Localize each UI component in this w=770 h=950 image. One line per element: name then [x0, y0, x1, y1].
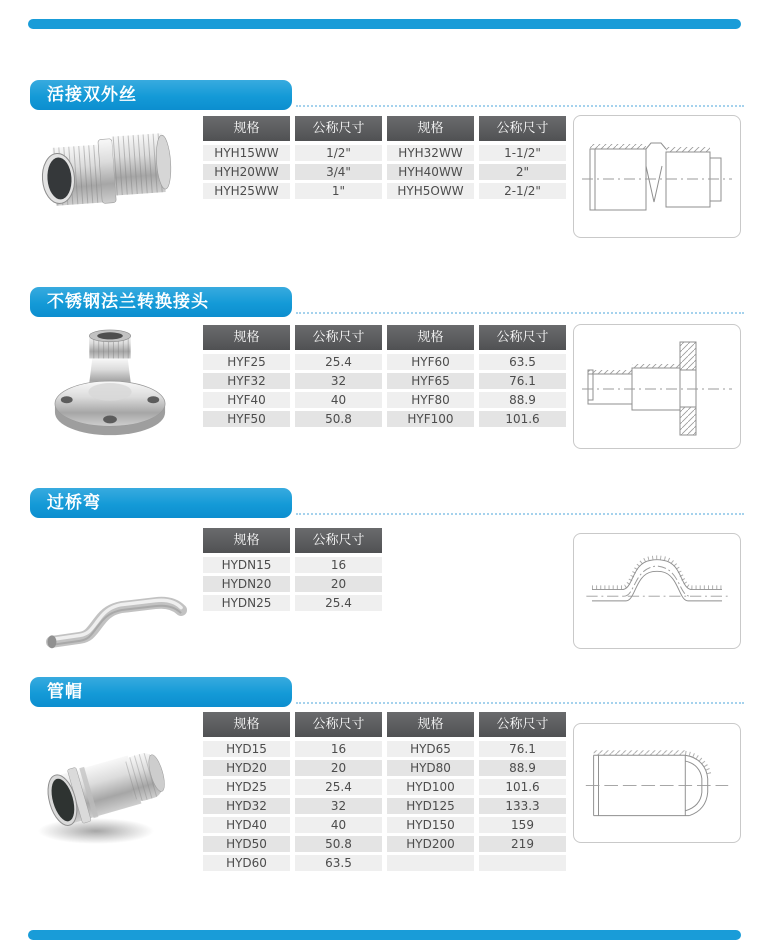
- bridge-bend-drawing: [574, 534, 740, 648]
- size-cell: [479, 855, 566, 871]
- size-cell: 50.8: [295, 411, 382, 427]
- size-cell: 159: [479, 817, 566, 833]
- table-pair: [203, 325, 387, 430]
- column-header-size: 公称尺寸: [295, 528, 382, 553]
- spec-cell: HYH15WW: [203, 145, 290, 161]
- section-title-banner: [30, 488, 292, 518]
- size-cell: 63.5: [479, 354, 566, 370]
- size-cell: 88.9: [479, 392, 566, 408]
- table-pair: [387, 712, 571, 874]
- section-flange-adapter: [0, 287, 770, 488]
- size-cell: 25.4: [295, 354, 382, 370]
- spec-cell: HYF50: [203, 411, 290, 427]
- dotted-divider: [296, 312, 744, 314]
- spec-cell: HYH40WW: [387, 164, 474, 180]
- column-header-size: 公称尺寸: [295, 712, 382, 737]
- size-cell: 50.8: [295, 836, 382, 852]
- section-title-banner: [30, 80, 292, 110]
- table-column-spec: [387, 712, 474, 874]
- size-cell: 16: [295, 741, 382, 757]
- spec-cell: HYF65: [387, 373, 474, 389]
- spec-tables: [203, 116, 571, 202]
- union-coupling-drawing: [574, 116, 740, 237]
- spec-cell: HYH20WW: [203, 164, 290, 180]
- bridge-bend-photo: [44, 584, 189, 656]
- section-title-banner: [30, 287, 292, 317]
- table-pair: [203, 116, 387, 202]
- size-cell: 133.3: [479, 798, 566, 814]
- size-cell: 1-1/2": [479, 145, 566, 161]
- table-pair: [387, 325, 571, 430]
- technical-drawing-panel: [573, 533, 741, 649]
- size-cell: 20: [295, 760, 382, 776]
- spec-cell: HYF25: [203, 354, 290, 370]
- size-cell: 16: [295, 557, 382, 573]
- spec-cell: HYD150: [387, 817, 474, 833]
- size-cell: 2-1/2": [479, 183, 566, 199]
- table-column-spec: [203, 712, 290, 874]
- table-column-size: [295, 712, 382, 874]
- spec-tables: [203, 528, 387, 614]
- section-title: 活接双外丝: [47, 85, 137, 105]
- section-title: 过桥弯: [47, 493, 101, 513]
- technical-drawing-panel: [573, 324, 741, 449]
- spec-cell: HYDN15: [203, 557, 290, 573]
- column-header-size: 公称尺寸: [479, 712, 566, 737]
- table-column-size: [479, 712, 566, 874]
- section-title-banner: [30, 677, 292, 707]
- spec-cell: HYH32WW: [387, 145, 474, 161]
- size-cell: 1/2": [295, 145, 382, 161]
- size-cell: 20: [295, 576, 382, 592]
- column-header-spec: 规格: [387, 712, 474, 737]
- dotted-divider: [296, 105, 744, 107]
- table-column-spec: [387, 116, 474, 202]
- spec-cell: HYD65: [387, 741, 474, 757]
- column-header-size: 公称尺寸: [479, 325, 566, 350]
- bottom-accent-bar: [28, 930, 741, 940]
- spec-cell: HYF100: [387, 411, 474, 427]
- table-pair: [203, 528, 387, 614]
- size-cell: 32: [295, 373, 382, 389]
- spec-cell: HYD40: [203, 817, 290, 833]
- table-column-spec: [203, 116, 290, 202]
- column-header-spec: 规格: [203, 325, 290, 350]
- column-header-size: 公称尺寸: [295, 325, 382, 350]
- spec-cell: HYD60: [203, 855, 290, 871]
- column-header-spec: 规格: [387, 116, 474, 141]
- size-cell: 88.9: [479, 760, 566, 776]
- flange-adapter-drawing: [574, 325, 740, 448]
- spec-cell: HYD100: [387, 779, 474, 795]
- spec-cell: HYD15: [203, 741, 290, 757]
- spec-cell: [387, 855, 474, 871]
- section-bridge-bend: [0, 488, 770, 677]
- size-cell: 76.1: [479, 373, 566, 389]
- spec-cell: HYD20: [203, 760, 290, 776]
- spec-cell: HYD50: [203, 836, 290, 852]
- column-header-spec: 规格: [387, 325, 474, 350]
- table-column-spec: [387, 325, 474, 430]
- table-column-size: [295, 528, 382, 614]
- spec-cell: HYDN25: [203, 595, 290, 611]
- section-title: 不锈钢法兰转换接头: [47, 292, 209, 312]
- technical-drawing-panel: [573, 723, 741, 843]
- spec-cell: HYF60: [387, 354, 474, 370]
- column-header-spec: 规格: [203, 116, 290, 141]
- spec-cell: HYH5OWW: [387, 183, 474, 199]
- spec-cell: HYDN20: [203, 576, 290, 592]
- table-pair: [387, 116, 571, 202]
- size-cell: 2": [479, 164, 566, 180]
- table-pair: [203, 712, 387, 874]
- size-cell: 101.6: [479, 779, 566, 795]
- spec-cell: HYF32: [203, 373, 290, 389]
- size-cell: 32: [295, 798, 382, 814]
- size-cell: 40: [295, 392, 382, 408]
- spec-cell: HYD32: [203, 798, 290, 814]
- size-cell: 25.4: [295, 595, 382, 611]
- size-cell: 3/4": [295, 164, 382, 180]
- spec-cell: HYD25: [203, 779, 290, 795]
- table-column-size: [479, 325, 566, 430]
- section-title: 管帽: [47, 682, 83, 702]
- spec-cell: HYD200: [387, 836, 474, 852]
- spec-cell: HYF80: [387, 392, 474, 408]
- spec-cell: HYD80: [387, 760, 474, 776]
- section-union-double-male-thread: [0, 80, 770, 287]
- technical-drawing-panel: [573, 115, 741, 238]
- pipe-cap-photo: [30, 729, 190, 851]
- spec-cell: HYH25WW: [203, 183, 290, 199]
- size-cell: 63.5: [295, 855, 382, 871]
- spec-tables: [203, 712, 571, 874]
- column-header-spec: 规格: [203, 528, 290, 553]
- size-cell: 76.1: [479, 741, 566, 757]
- table-column-size: [295, 116, 382, 202]
- spec-cell: HYD125: [387, 798, 474, 814]
- threaded-nipple-photo: [28, 114, 190, 216]
- table-column-size: [479, 116, 566, 202]
- column-header-size: 公称尺寸: [295, 116, 382, 141]
- column-header-size: 公称尺寸: [479, 116, 566, 141]
- column-header-spec: 规格: [203, 712, 290, 737]
- size-cell: 101.6: [479, 411, 566, 427]
- size-cell: 40: [295, 817, 382, 833]
- table-column-spec: [203, 325, 290, 430]
- top-accent-bar: [28, 19, 741, 29]
- section-pipe-cap: [0, 677, 770, 927]
- size-cell: 25.4: [295, 779, 382, 795]
- pipe-cap-drawing: [574, 724, 740, 842]
- flange-adapter-photo: [36, 327, 186, 445]
- spec-tables: [203, 325, 571, 430]
- size-cell: 1": [295, 183, 382, 199]
- table-column-spec: [203, 528, 290, 614]
- dotted-divider: [296, 702, 744, 704]
- spec-cell: HYF40: [203, 392, 290, 408]
- table-column-size: [295, 325, 382, 430]
- size-cell: 219: [479, 836, 566, 852]
- dotted-divider: [296, 513, 744, 515]
